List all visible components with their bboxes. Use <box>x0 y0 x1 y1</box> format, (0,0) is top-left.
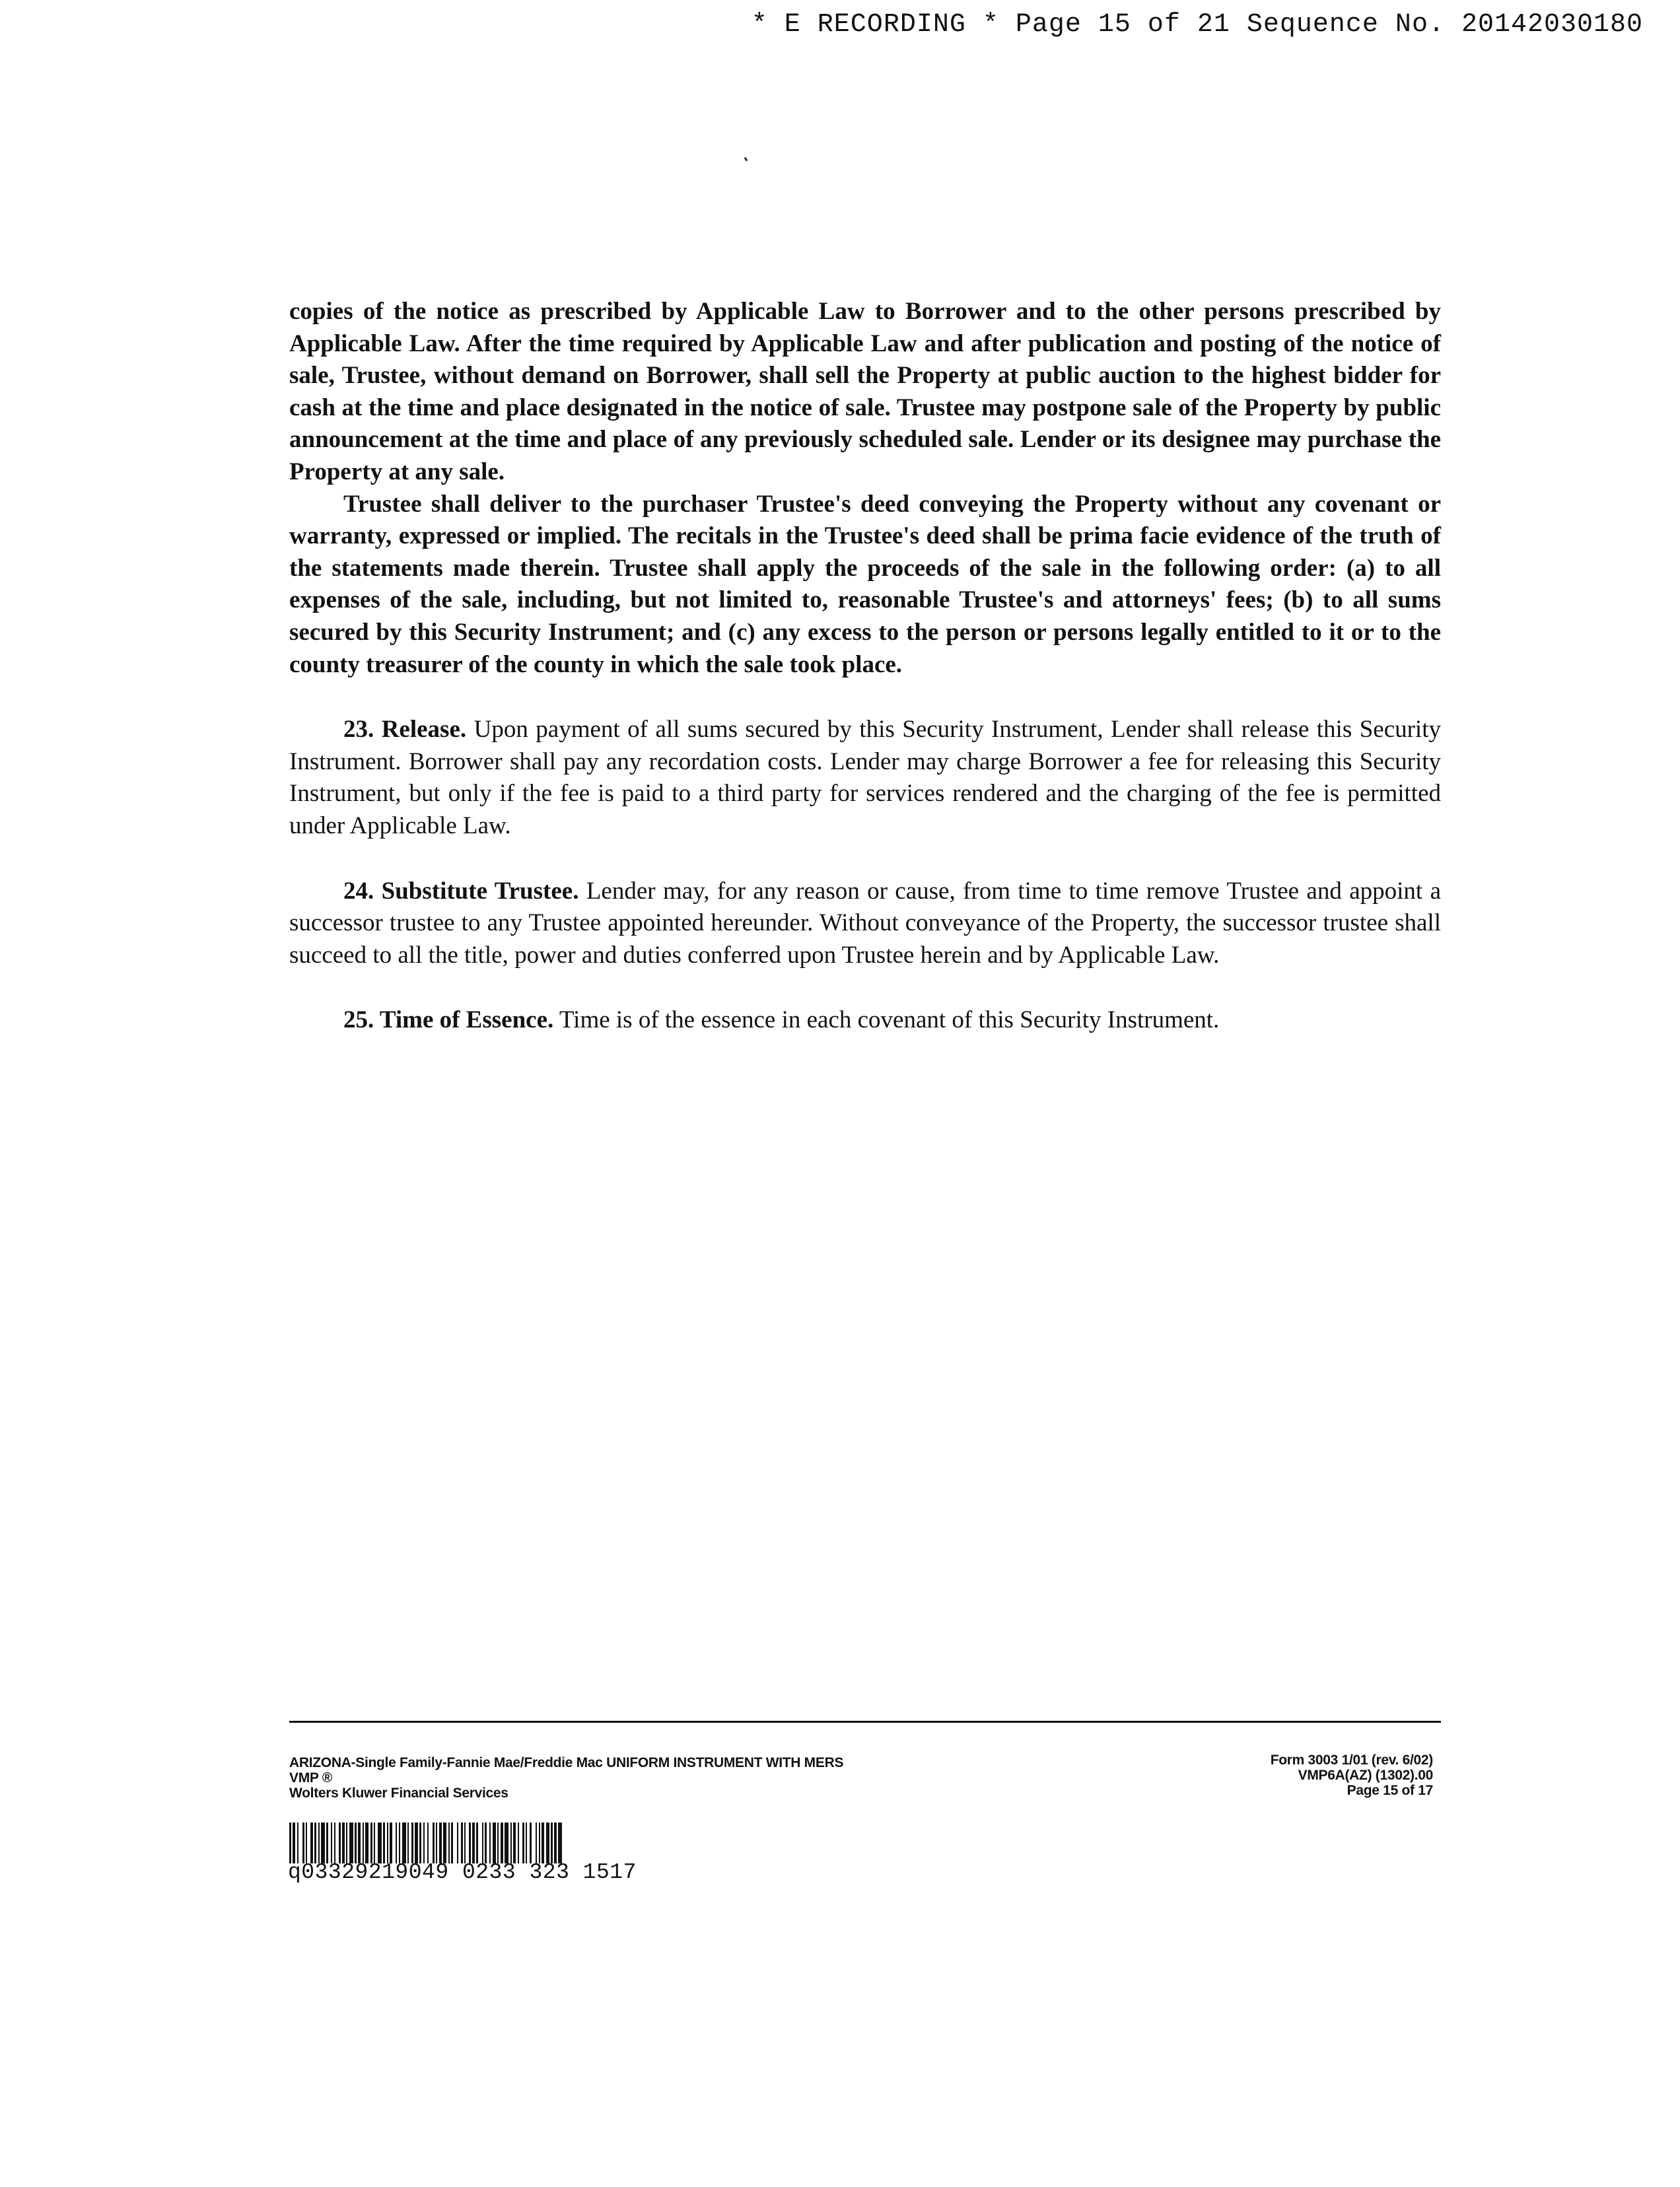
scan-speck <box>744 157 748 162</box>
section-release <box>289 714 1441 842</box>
section-text: Lender may, for any reason or cause, from time to time remove Trustee and appoint a successor trustee to any Trustee appointed hereunder. Without conveyance of the Property, the successor trustee shall succeed to all the title, power and duties conferred upon Trustee herein and by Applicable Law. <box>289 877 1441 969</box>
paragraph-trustee-deed: Trustee shall deliver to the purchaser Trustee's deed conveying the Property without any covenant or warranty, expressed or implied. The recitals in the Trustee's deed shall be prima facie evidence of the truth of the statements made therein. Trustee shall apply the proceeds of the sale in the following order: (a) to all expenses of the sale, including, but not limited to, reasonable Trustee's and attorneys' fees; (b) to all sums secured by this Security Instrument; and (c) any excess to the person or persons legally entitled to it or to the county treasurer of the county in which the sale took place. <box>289 490 1441 678</box>
footer-right-line: Page 15 of 17 <box>1347 1783 1433 1798</box>
recording-header: * E RECORDING * Page 15 of 21 Sequence No. 20142030180 <box>751 10 1643 40</box>
barcode-number: q03329219049 0233 323 1517 <box>288 1860 637 1885</box>
section-time-of-essence <box>289 1004 1441 1037</box>
footer-left-line: VMP ® <box>289 1770 332 1786</box>
footer-right-line: VMP6A(AZ) (1302).00 <box>1298 1768 1433 1783</box>
section-text: Time is of the essence in each covenant of this Security Instrument. <box>559 1006 1220 1034</box>
footer-right-line: Form 3003 1/01 (rev. 6/02) <box>1270 1753 1433 1768</box>
footer-left-line: Wolters Kluwer Financial Services <box>289 1786 508 1801</box>
document-body <box>289 296 1441 1037</box>
footer-left-line: ARIZONA-Single Family-Fannie Mae/Freddie Mac UNIFORM INSTRUMENT WITH MERS <box>289 1755 844 1770</box>
footer-form-description <box>289 1755 843 1801</box>
section-title: 25. Time of Essence. <box>343 1006 554 1034</box>
section-title: 24. Substitute Trustee. <box>343 877 579 905</box>
footer-form-number <box>1271 1753 1433 1798</box>
section-substitute-trustee <box>289 876 1441 972</box>
section-text: Upon payment of all sums secured by this Security Instrument, Lender shall release this Security Instrument. Borrower shall pay any recordation costs. Lender may charge Borrower a fee for releasing this Security Instrument, but only if the fee is paid to a third party for services rendered and the charging of the fee is permitted under Applicable Law. <box>289 716 1441 839</box>
paragraph-notice-of-sale: copies of the notice as prescribed by Applicable Law to Borrower and to the other persons prescribed by Applicable Law. After the time required by Applicable Law and after publication and posting of the notice of sale, Trustee, without demand on Borrower, shall sell the Property at public auction to the highest bidder for cash at the time and place designated in the notice of sale. Trustee may postpone sale of the Property by public announcement at the time and place of any previously scheduled sale. Lender or its designee may purchase the Property at any sale. <box>289 298 1441 485</box>
footer-divider <box>289 1721 1441 1723</box>
barcode-icon <box>289 1822 740 1863</box>
section-title: 23. Release. <box>343 716 467 744</box>
